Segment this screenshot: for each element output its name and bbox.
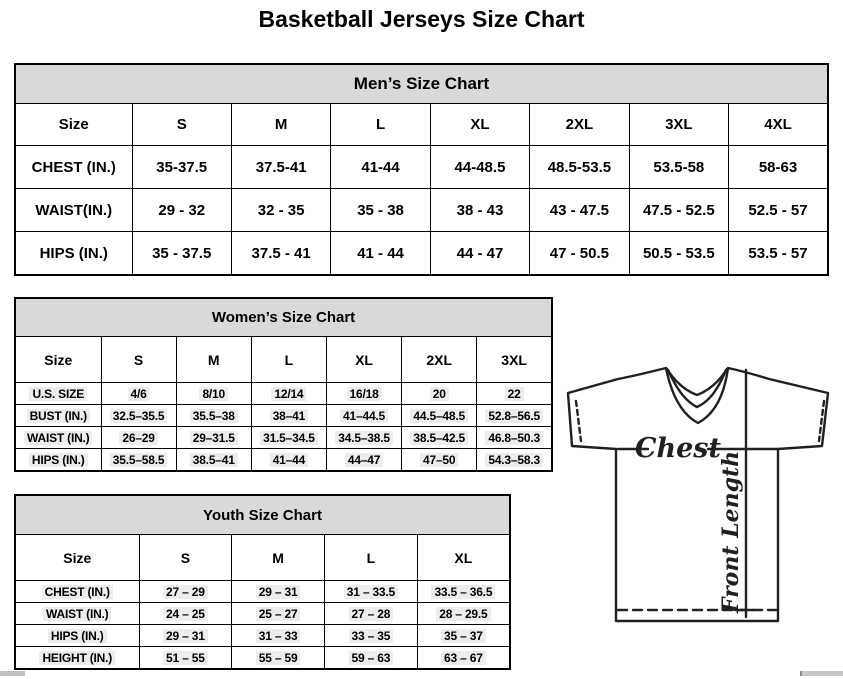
size-cell: 35 – 37: [417, 625, 510, 647]
column-header: L: [331, 104, 430, 146]
row-label: WAIST (IN.): [15, 603, 139, 625]
row-label: HIPS (IN.): [15, 232, 132, 276]
youth-header-row: [15, 535, 510, 581]
size-cell: 35 - 38: [331, 189, 430, 232]
size-cell: 38–41: [251, 405, 326, 427]
size-cell: 54.3–58.3: [477, 449, 552, 472]
column-header: Size: [15, 535, 139, 581]
column-header: L: [251, 337, 326, 383]
scrollbar-fragment-left[interactable]: [0, 671, 25, 676]
column-header: Size: [15, 337, 101, 383]
size-cell: 37.5 - 41: [231, 232, 330, 276]
column-header: XL: [430, 104, 529, 146]
size-cell: 31.5–34.5: [251, 427, 326, 449]
size-cell: 31 – 33: [232, 625, 325, 647]
size-cell: 38 - 43: [430, 189, 529, 232]
size-cell: 29 – 31: [139, 625, 232, 647]
table-row: [15, 603, 510, 625]
size-cell: 37.5-41: [231, 146, 330, 189]
size-cell: 41-44: [331, 146, 430, 189]
size-cell: 47–50: [402, 449, 477, 472]
size-cell: 35.5–38: [176, 405, 251, 427]
youth-size-chart-table: [14, 494, 511, 670]
size-cell: 44-48.5: [430, 146, 529, 189]
size-cell: 63 – 67: [417, 647, 510, 670]
size-cell: 25 – 27: [232, 603, 325, 625]
size-cell: 51 – 55: [139, 647, 232, 670]
table-row: [15, 449, 552, 472]
row-label: CHEST (IN.): [15, 146, 132, 189]
column-header: 3XL: [477, 337, 552, 383]
column-header: 2XL: [530, 104, 629, 146]
size-cell: 24 – 25: [139, 603, 232, 625]
youth-caption-row: [15, 495, 510, 535]
size-cell: 16/18: [326, 383, 401, 405]
size-cell: 44.5–48.5: [402, 405, 477, 427]
row-label: HEIGHT (IN.): [15, 647, 139, 670]
womens-size-chart-table: [14, 297, 553, 472]
page-title: Basketball Jerseys Size Chart: [258, 6, 585, 32]
size-cell: 22: [477, 383, 552, 405]
size-cell: 31 – 33.5: [325, 581, 418, 603]
size-cell: 53.5-58: [629, 146, 728, 189]
youth-table-caption: Youth Size Chart: [15, 495, 510, 535]
table-row: [15, 189, 828, 232]
column-header: 3XL: [629, 104, 728, 146]
womens-header-row: [15, 337, 552, 383]
size-cell: 35-37.5: [132, 146, 231, 189]
size-cell: 52.8–56.5: [477, 405, 552, 427]
table-row: [15, 146, 828, 189]
womens-caption-row: [15, 298, 552, 337]
column-header: M: [176, 337, 251, 383]
table-row: [15, 383, 552, 405]
column-header: S: [139, 535, 232, 581]
row-label: U.S. SIZE: [15, 383, 101, 405]
size-cell: 48.5-53.5: [530, 146, 629, 189]
table-row: [15, 232, 828, 276]
left-cuff-dashed-seam: [576, 401, 581, 441]
size-cell: 35 - 37.5: [132, 232, 231, 276]
size-cell: 44 - 47: [430, 232, 529, 276]
size-cell: 47.5 - 52.5: [629, 189, 728, 232]
column-header: M: [232, 535, 325, 581]
mens-header-row: [15, 104, 828, 146]
front-length-label: Front Length: [718, 450, 744, 614]
column-header: M: [231, 104, 330, 146]
table-row: [15, 405, 552, 427]
column-header: Size: [15, 104, 132, 146]
size-cell: 33 – 35: [325, 625, 418, 647]
size-cell: 50.5 - 53.5: [629, 232, 728, 276]
size-cell: 32 - 35: [231, 189, 330, 232]
row-label: HIPS (IN.): [15, 625, 139, 647]
column-header: XL: [417, 535, 510, 581]
size-cell: 59 – 63: [325, 647, 418, 670]
row-label: BUST (IN.): [15, 405, 101, 427]
size-cell: 33.5 – 36.5: [417, 581, 510, 603]
size-cell: 32.5–35.5: [101, 405, 176, 427]
size-cell: 20: [402, 383, 477, 405]
size-cell: 53.5 - 57: [729, 232, 828, 276]
column-header: 2XL: [402, 337, 477, 383]
size-cell: 28 – 29.5: [417, 603, 510, 625]
column-header: 4XL: [729, 104, 828, 146]
size-cell: 34.5–38.5: [326, 427, 401, 449]
table-row: [15, 625, 510, 647]
collar-back-line: [667, 369, 727, 395]
size-cell: 27 – 29: [139, 581, 232, 603]
size-cell: 35.5–58.5: [101, 449, 176, 472]
size-cell: 47 - 50.5: [530, 232, 629, 276]
size-cell: 38.5–42.5: [402, 427, 477, 449]
size-cell: 52.5 - 57: [729, 189, 828, 232]
size-cell: 58-63: [729, 146, 828, 189]
table-row: [15, 581, 510, 603]
column-header: XL: [326, 337, 401, 383]
row-label: WAIST (IN.): [15, 427, 101, 449]
column-header: S: [101, 337, 176, 383]
size-cell: 41–44: [251, 449, 326, 472]
scrollbar-fragment-right[interactable]: [800, 671, 843, 676]
size-cell: 29 – 31: [232, 581, 325, 603]
mens-size-chart-table: [14, 63, 829, 276]
mens-table-caption: Men’s Size Chart: [15, 64, 828, 104]
column-header: L: [325, 535, 418, 581]
size-cell: 55 – 59: [232, 647, 325, 670]
size-cell: 27 – 28: [325, 603, 418, 625]
size-cell: 46.8–50.3: [477, 427, 552, 449]
womens-table-caption: Women’s Size Chart: [15, 298, 552, 337]
size-cell: 41–44.5: [326, 405, 401, 427]
row-label: WAIST(IN.): [15, 189, 132, 232]
size-cell: 29–31.5: [176, 427, 251, 449]
row-label: CHEST (IN.): [15, 581, 139, 603]
size-cell: 29 - 32: [132, 189, 231, 232]
size-cell: 8/10: [176, 383, 251, 405]
size-cell: 38.5–41: [176, 449, 251, 472]
size-cell: 41 - 44: [331, 232, 430, 276]
size-cell: 43 - 47.5: [530, 189, 629, 232]
size-cell: 12/14: [251, 383, 326, 405]
table-row: [15, 647, 510, 670]
column-header: S: [132, 104, 231, 146]
row-label: HIPS (IN.): [15, 449, 101, 472]
jersey-measurement-diagram: [556, 360, 843, 630]
chest-label: Chest: [635, 433, 721, 464]
size-cell: 44–47: [326, 449, 401, 472]
size-cell: 26–29: [101, 427, 176, 449]
size-cell: 4/6: [101, 383, 176, 405]
mens-caption-row: [15, 64, 828, 104]
table-row: [15, 427, 552, 449]
